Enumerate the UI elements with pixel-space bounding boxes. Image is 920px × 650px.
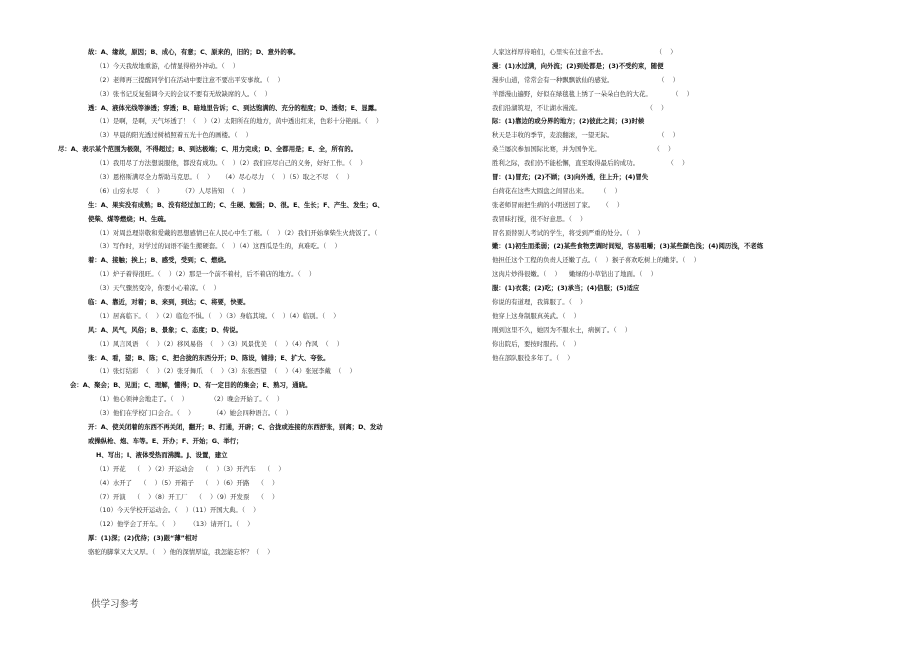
right-column-line: 冒名顶替别人考试的学生，将受到严重的处分。（ ） bbox=[492, 228, 644, 237]
left-column-line: （3）写作时，对学过的词语不能生搬硬套。（ ）（4）这西瓜是生的，真难吃。（ ） bbox=[96, 242, 341, 251]
left-column-line: 张：A、看，望；B、陈；C、把合拢的东西分开；D、陈设，铺排；E、扩大、夸张。 bbox=[88, 353, 330, 362]
left-column-line: 厚：(1)深；(2)优待；(3)跟“薄”相对 bbox=[88, 534, 198, 543]
left-column-line: （1）对周总理崇敬和爱戴的思想感情已在人民心中生了根。（ ）（2）我们开始拿柴生火烧饭了。（ bbox=[96, 228, 378, 237]
left-column-line: 或操纵枪、炮、车等。E、开办；F、开始；G、举行； bbox=[88, 436, 243, 445]
left-column-line: （1）开花 （ ）（2）开运动会 （ ）（3）开汽车 （ ） bbox=[96, 464, 285, 473]
left-column-line: （1）张灯结彩 （ ）（2）张牙舞爪 （ ）（3）东张西望 （ ）（4）张冠李戴 （ ） bbox=[96, 367, 356, 376]
left-column-line: 透：A、液体光线等渗透；穿透；B、暗地里告诉；C、到达饱满的、充分的程度；D、透彻；E、显露。 bbox=[88, 103, 381, 112]
left-column-line: （1）居高临下。（ ）（2）临危不惧。（ ）（3）身临其境。（ ）（4）临别。（ ） bbox=[96, 311, 340, 320]
left-column-line: （1）炉子着得很旺。（ ）（2）那是一个前不着村，后不着店的地方。（ ） bbox=[96, 270, 316, 279]
left-column-line: 使柴、煤等燃烧；H、生疏。 bbox=[88, 214, 171, 223]
right-column-line: 胜利之际，我们仍不能松懈，直至取得最后的成功。 （ ） bbox=[492, 159, 689, 168]
left-column-line: （1）风言风语 （ ）（2）移风易俗 （ ）（3）风景优美 （ ）（4）作风 （ ） bbox=[96, 339, 344, 348]
left-column-line: （4）水开了 （ ）（5）开箱子 （ ）（6）开路 （ ） bbox=[96, 478, 279, 487]
left-column-line: 风：A、风气，风俗；B、景象；C、态度；D、传说。 bbox=[88, 325, 243, 334]
right-column-line: 秋天是丰收的季节，麦浪翻滚，一望无际。 （ ） bbox=[492, 131, 680, 140]
right-column-line: 这肉片炒得很嫩。（ ） 嫩绿的小草钻出了地面。（ ） bbox=[492, 270, 657, 279]
right-column-line: 你出院后，要按时服药。（ ） bbox=[492, 339, 581, 348]
right-column-line: 刚到这里不久，她因为不服水土，病倒了。（ ） bbox=[492, 325, 632, 334]
right-column-line: 他担任这个工程的负责人还嫩了点。（ ）猴子喜欢吃树上的嫩芽。（ ） bbox=[492, 256, 700, 265]
left-column-line: （2）老师再三提醒同学们在活动中要注意不要出平安事故。（ ） bbox=[96, 75, 284, 84]
left-column-line: （3）他们在学校门口会合。（ ） （4）她会四种语言。（ ） bbox=[96, 409, 293, 418]
left-column-line: 尽：A、表示某个范围为极限，不得超过；B、到达极端；C、用力完成；D、全都用是；E、全，所有的。 bbox=[58, 145, 357, 154]
right-column-line: 羊群漫山遍野，好似在绿毯毯上绣了一朵朵白色的大花。 （ ） bbox=[492, 89, 693, 98]
right-column-line: 我们沿湖筑堤，不让湖水漫流。 （ ） bbox=[492, 103, 668, 112]
left-column-line: （3）恩格斯满尽全力帮助马克思。（ ） （4）尽心尽力 （ ）（5）取之不尽 （ ） bbox=[96, 173, 354, 182]
left-column-line: H、写出；I、液体受热而沸腾。J、设置，建立 bbox=[96, 450, 228, 459]
right-column-line: 漫步山道，常常会有一种飘飘欲仙的感觉。 （ ） bbox=[492, 75, 680, 84]
left-column-line: （1）是啊，是啊，天气坏透了！（ ）（2）太阳所在的地方，黄中透出红来，色彩十分艳丽。（ ） bbox=[96, 117, 383, 126]
right-column bbox=[492, 46, 792, 365]
right-column-line: 漫：(1)水过满，向外流；(2)到处都是；(3)不受约束，随便 bbox=[492, 61, 664, 70]
left-column-line: （12）他学会了开车。（ ） （13）请开门。（ ） bbox=[96, 520, 254, 529]
left-column-line: （1）我用尽了方法想说服他，都没有成功。（ ）（2）我们应尽自己的义务，好好工作。（ ） bbox=[96, 159, 367, 168]
left-column-line: （1）他心领神会地走了。（ ） （2）晚会开始了。（ ） bbox=[96, 395, 284, 404]
right-column-line: 服：(1)衣裳；(2)吃；(3)承当；(4)信服；(5)适应 bbox=[492, 284, 640, 293]
right-column-line: 冒：(1)冒充；(2)不顾；(3)向外透，往上升；(4)冒失 bbox=[492, 173, 649, 182]
left-column-line: 开：A、使关闭着的东西不再关闭，翻开；B、打通，开辟；C、合拢或连接的东西舒张，别离；D、发动 bbox=[88, 423, 383, 432]
right-column-line: 嫩：(1)初生而柔弱；(2)某些食物烹调时间短，容易咀嚼；(3)某些颜色浅；(4)阅历浅，不老练 bbox=[492, 242, 764, 251]
right-column-line: 张老师冒雨把生病的小明送回了家。 （ ） bbox=[492, 200, 624, 209]
left-column-line: 着：A、接触；挨上；B、感受，受到；C、燃烧。 bbox=[88, 256, 231, 265]
left-column-line: （7）开演 （ ）（8）开工厂 （ ）（9）开发票 （ ） bbox=[96, 492, 279, 501]
left-column-line: 骆驼的脚掌又大又厚。（ ）他的深情厚谊，我怎能忘怀？（ ） bbox=[88, 548, 274, 557]
left-column-line: （3）天气骤然变冷，你要小心着凉。（ ） bbox=[96, 284, 221, 293]
left-column-line: 会：A、聚会；B、见面；C、理解，懂得；D、有一定目的的集会；E、熟习，通晓。 bbox=[70, 381, 312, 390]
left-column-line: 故：A、缘故，原因；B、成心，有意；C、原来的，旧的；D、意外的事。 bbox=[88, 48, 300, 56]
right-column-line: 他穿上这身制服真英武。（ ） bbox=[492, 311, 581, 320]
right-column-line: 他在部队服役多年了。（ ） bbox=[492, 353, 574, 362]
left-column-line: （10）今天学校开运动会。（ ）（11）开国大典。（ ） bbox=[96, 506, 260, 515]
left-column bbox=[58, 46, 470, 560]
left-column-line: 生：A、果实没有成熟；B、没有经过加工的；C、生硬、勉强；D、很。E、生长；F、产生、发生；G、 bbox=[88, 200, 384, 209]
right-column-line: 桑兰屡次参加国际比赛，并为国争光。 （ ） bbox=[492, 145, 675, 154]
left-column-line: （1）今天我故地重游，心情显得格外冲动。（ ） bbox=[96, 61, 240, 70]
left-column-line: （3）张书记反复强调今天的会议不要有无故缺席的人。（ ） bbox=[96, 89, 272, 98]
left-column-line: （3）早晨的阳光透过树梢照着五光十色的画楼。（ ） bbox=[96, 131, 252, 140]
right-column-line: 白荷花在这些大圆盘之间冒出来。 （ ） bbox=[492, 186, 621, 195]
left-column-line: 临：A、靠近，对着；B、来到，到达；C、将要，快要。 bbox=[88, 298, 250, 307]
right-column-line: 际：(1)靠边的或分界的地方；(2)彼此之间；(3)时候 bbox=[492, 117, 645, 126]
right-column-line: 我冒昧打搅，很不好意思。（ ） bbox=[492, 214, 587, 223]
right-column-line: 人家这样厚待咱们，心里实在过意不去。 （ ） bbox=[492, 48, 677, 56]
page-footer: 供学习参考 bbox=[91, 599, 139, 610]
left-column-line: （6）山穷水尽 （ ） （7）人尽皆知 （ ） bbox=[96, 186, 250, 195]
right-column-line: 你说的有道理，我算服了。（ ） bbox=[492, 298, 587, 307]
